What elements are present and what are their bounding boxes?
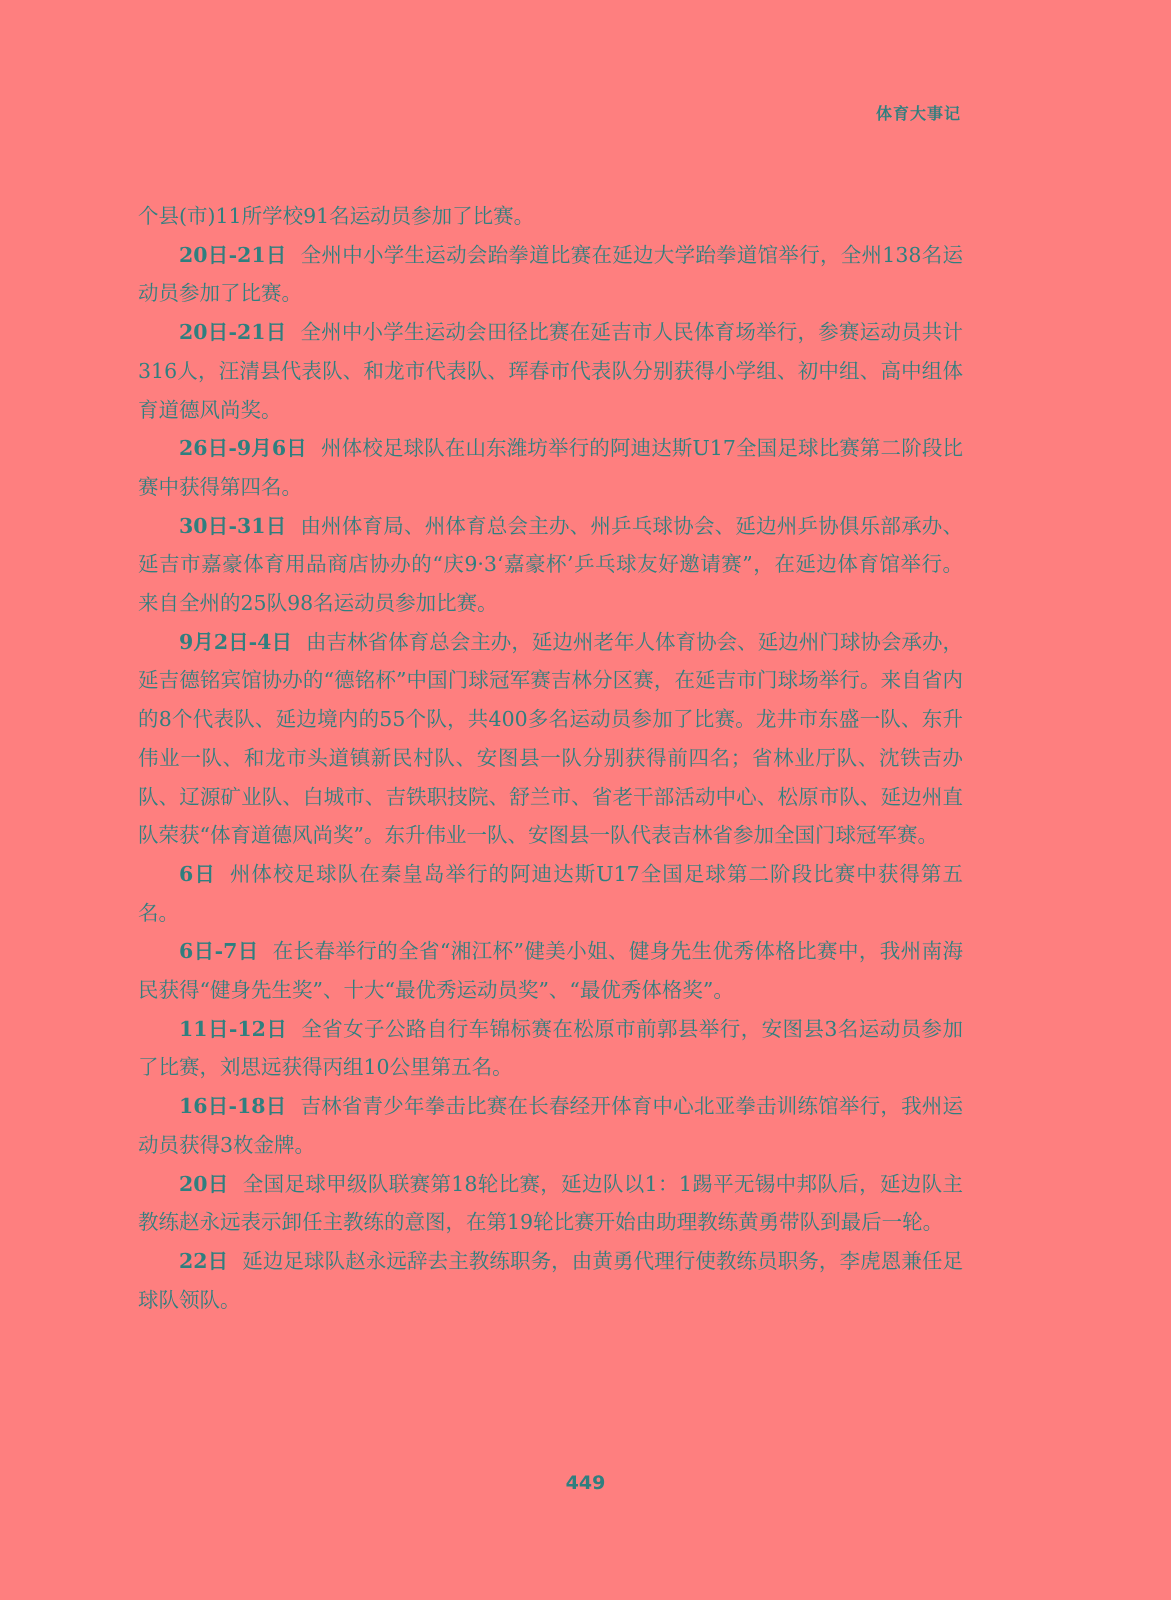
entry-date: 30日-31日 [179,513,287,538]
chronicle-body [138,197,963,1319]
entry-text: 吉林省青少年拳击比赛在长春经开体育中心北亚拳击训练馆举行，我州运动员获得3枚金牌。 [138,1094,963,1157]
entry-date: 20日-21日 [179,242,287,267]
entry-text: 全国足球甲级队联赛第18轮比赛，延边队以1：1踢平无锡中邦队后，延边队主教练赵永远表示卸任主教练的意图，在第19轮比赛开始由助理教练黄勇带队到最后一轮。 [138,1171,964,1235]
entry-date: 26日-9月6日 [179,436,307,461]
entry-date: 20日 [179,1171,229,1196]
page-number: 449 [565,1472,606,1494]
entry-paragraph [138,1242,963,1319]
entry-date: 9月2日-4日 [179,629,292,654]
entry-paragraph [138,507,963,623]
entry-paragraph [138,855,963,932]
entry-text: 州体校足球队在山东潍坊举行的阿迪达斯U17全国足球比赛第二阶段比赛中获得第四名。 [138,436,963,499]
entry-text: 由吉林省体育总会主办，延边州老年人体育协会、延边州门球协会承办，延吉德铭宾馆协办的“德铭杯”中国门球冠军赛吉林分区赛，在延吉市门球场举行。来自省内的8个代表队、延边境内的55个队，共400多名运动员参加了比赛。龙井市东盛一队、东升伟业一队、和龙市头道镇新民村队、安图县一队分别获得前四名；省林业厅队、沈铁吉办队、辽源矿业队、白城市、吉铁职技院、舒兰市、省老干部活动中心、松原市队、延边州直队荣获“体育道德风尚奖”。东升伟业一队、安图县一队代表吉林省参加全国门球冠军赛。 [138,629,963,848]
entry-date: 16日-18日 [179,1094,287,1119]
entry-text: 州体校足球队在秦皇岛举行的阿迪达斯U17全国足球第二阶段比赛中获得第五名。 [138,861,963,925]
entry-paragraph [138,236,963,313]
entry-paragraph [138,932,963,1009]
entry-date: 11日-12日 [179,1016,288,1041]
entry-paragraph [138,313,963,429]
entry-date: 20日-21日 [179,320,287,345]
entry-paragraph [138,623,963,855]
running-header: 体育大事记 [875,104,961,123]
entry-text: 延边足球队赵永远辞去主教练职务，由黄勇代理行使教练员职务，李虎恩兼任足球队领队。 [138,1248,964,1312]
entry-paragraph [138,1165,963,1242]
entry-paragraph [138,1010,963,1087]
entry-date: 6日-7日 [179,939,259,964]
entry-text: 全省女子公路自行车锦标赛在松原市前郭县举行，安图县3名运动员参加了比赛，刘思远获得丙组10公里第五名。 [138,1016,963,1080]
entry-text: 全州中小学生运动会田径比赛在延吉市人民体育场举行，参赛运动员共计316人，汪清县代表队、和龙市代表队、珲春市代表队分别获得小学组、初中组、高中组体育道德风尚奖。 [138,320,963,422]
entry-paragraph [138,1087,963,1164]
entry-date: 6日 [179,861,216,886]
entry-paragraph [138,429,963,506]
entry-text: 由州体育局、州体育总会主办、州乒乓球协会、延边州乒协俱乐部承办、延吉市嘉豪体育用品商店协办的“庆9·3‘嘉豪杯’乒乓球友好邀请赛”，在延边体育馆举行。来自全州的25队98名运动员参加比赛。 [138,513,963,616]
entry-date: 22日 [179,1248,229,1273]
entry-text: 全州中小学生运动会跆拳道比赛在延边大学跆拳道馆举行，全州138名运动员参加了比赛。 [138,242,963,306]
entry-text: 在长春举行的全省“湘江杯”健美小姐、健身先生优秀体格比赛中，我州南海民获得“健身先生奖”、十大“最优秀运动员奖”、“最优秀体格奖”。 [138,939,963,1003]
continuation-paragraph: 个县(市)11所学校91名运动员参加了比赛。 [138,204,535,228]
